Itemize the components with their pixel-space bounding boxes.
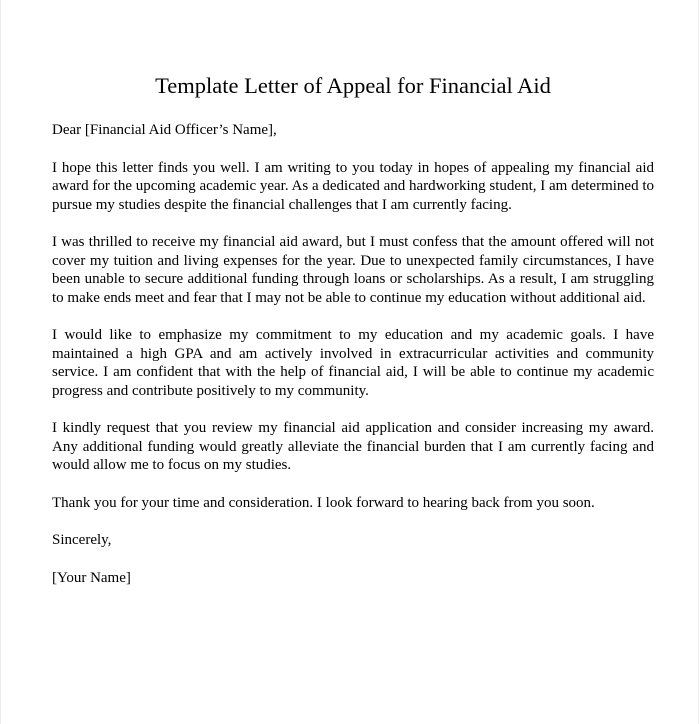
paragraph-intro: I hope this letter finds you well. I am writing to you today in hopes of appealing my financial aid award for the upcoming academic year. As a dedicated and hardworking student, I am determined to pursue my studies despite the financial challenges that I am currently facing. [52, 159, 654, 213]
salutation: Dear [Financial Aid Officer’s Name], [52, 122, 277, 138]
paragraph-request: I kindly request that you review my financial aid application and consider increasing my award. Any additional funding would greatly alleviate the financial burden that I am currently facing and would allow me to focus on my studies. [52, 420, 654, 473]
signature: [Your Name] [52, 569, 131, 586]
letter-body [52, 72, 654, 587]
paragraph-commitment: I would like to emphasize my commitment to my education and my academic goals. I have maintained a high GPA and am actively involved in extracurricular activities and community service. I am confident that with the help of financial aid, I will be able to continue my academic progress and contribute positively to my community. [52, 327, 654, 399]
closing: Sincerely, [52, 532, 112, 548]
paragraph-thanks: Thank you for your time and consideration. I look forward to hearing back from you soon. [52, 494, 595, 511]
paragraph-circumstances: I was thrilled to receive my financial aid award, but I must confess that the amount offered will not cover my tuition and living expenses for the year. Due to unexpected family circumstances, I have been unable to secure additional funding through loans or scholarships. As a result, I am struggling to make ends meet and fear that I may not be able to continue my education without additional aid. [52, 234, 654, 306]
letter-title: Template Letter of Appeal for Financial Aid [155, 73, 551, 98]
